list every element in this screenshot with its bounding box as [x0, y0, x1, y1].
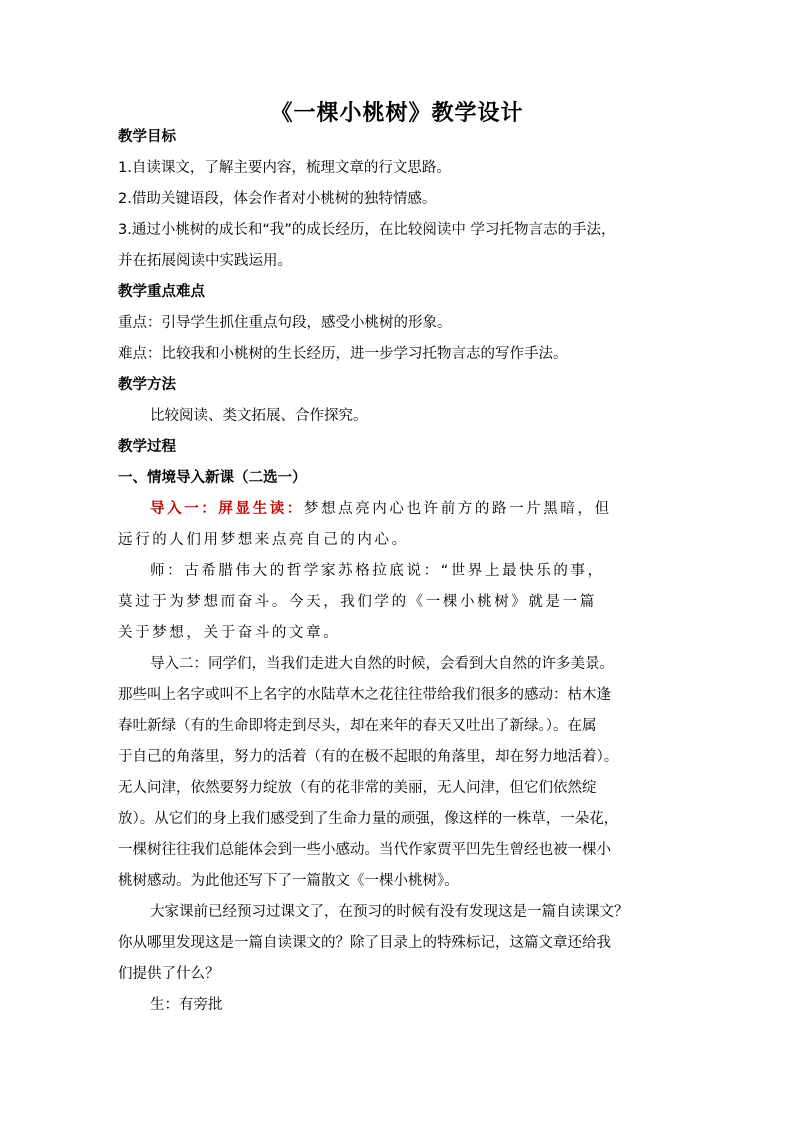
key-heading: 教学重点难点 [118, 284, 205, 300]
document-body [118, 122, 684, 1021]
goal-1: 1.自读课文，了解主要内容，梳理文章的行文思路。 [118, 160, 451, 176]
goal-3-line-1: 3.通过小桃树的成长和“我”的成长经历，在比较阅读中 学习托物言志的手法， [118, 222, 616, 238]
intro2-line: 那些叫上名字或叫不上名字的水陆草木之花往往带给我们很多的感动：枯木逢 [118, 687, 611, 703]
intro1-label: 导入一：屏显生读： [150, 501, 304, 517]
intro2-line: 一棵树往往我们总能体会到一些小感动。当代作家贾平凹先生曾经也被一棵小 [118, 842, 611, 858]
document-title: 《一棵小桃树》教学设计 [270, 100, 524, 126]
intro2-line: 放）。从它们的身上我们感受到了生命力量的顽强，像这样的一株草，一朵花， [118, 811, 619, 827]
intro2-line: 无人问津，依然要努力绽放（有的花非常的美丽，无人问津，但它们依然绽 [118, 780, 597, 796]
difficult-point: 难点：比较我和小桃树的生长经历，进一步学习托物言志的写作手法。 [118, 346, 568, 362]
intro2-line: 春吐新绿（有的生命即将走到尽头，却在来年的春天又吐出了新绿。）。在属 [118, 718, 597, 734]
method-heading: 教学方法 [118, 377, 176, 393]
teacher-line-1: 师：古希腊伟大的哲学家苏格拉底说：“世界上最快乐的事， [150, 563, 605, 579]
key-point: 重点：引导学生抓住重点句段，感受小桃树的形象。 [118, 315, 452, 331]
process-heading: 教学过程 [118, 439, 176, 455]
para-line: 大家课前已经预习过课文了，在预习的时候有没有发现这是一篇自读课文？ [150, 904, 629, 920]
method-text: 比较阅读、类文拓展、合作探究。 [150, 408, 368, 424]
para-line: 你从哪里发现这是一篇自读课文的？除了目录上的特殊标记，这篇文章还给我 [118, 935, 611, 951]
goal-3-line-2: 并在拓展阅读中实践运用。 [118, 253, 292, 269]
step1-heading: 一、情境导入新课（二选一） [118, 470, 307, 486]
intro1-text: 梦想点亮内心也许前方的路一片黑暗，但 [303, 501, 612, 517]
intro1-line-1 [118, 494, 684, 525]
intro2-line: 于自己的角落里，努力的活着（有的在极不起眼的角落里，却在努力地活着）。 [118, 749, 619, 765]
intro2-line: 导入二：同学们，当我们走进大自然的时候，会看到大自然的许多美景。 [150, 656, 614, 672]
teacher-line-3: 关于梦想，关于奋斗的文章。 [118, 625, 341, 641]
goals-heading: 教学目标 [118, 129, 176, 145]
para-line: 们提供了什么？ [118, 966, 220, 982]
student-line: 生：有旁批 [150, 997, 223, 1013]
intro2-line: 桃树感动。为此他还写下了一篇散文《一棵小桃树》。 [118, 873, 459, 889]
teacher-line-2: 莫过于为梦想而奋斗。今天，我们学的《一棵小桃树》就是一篇 [118, 594, 597, 610]
intro1-line-2: 远行的人们用梦想来点亮自己的内心。 [118, 532, 409, 548]
goal-2: 2.借助关键语段，体会作者对小桃树的独特情感。 [118, 191, 437, 207]
